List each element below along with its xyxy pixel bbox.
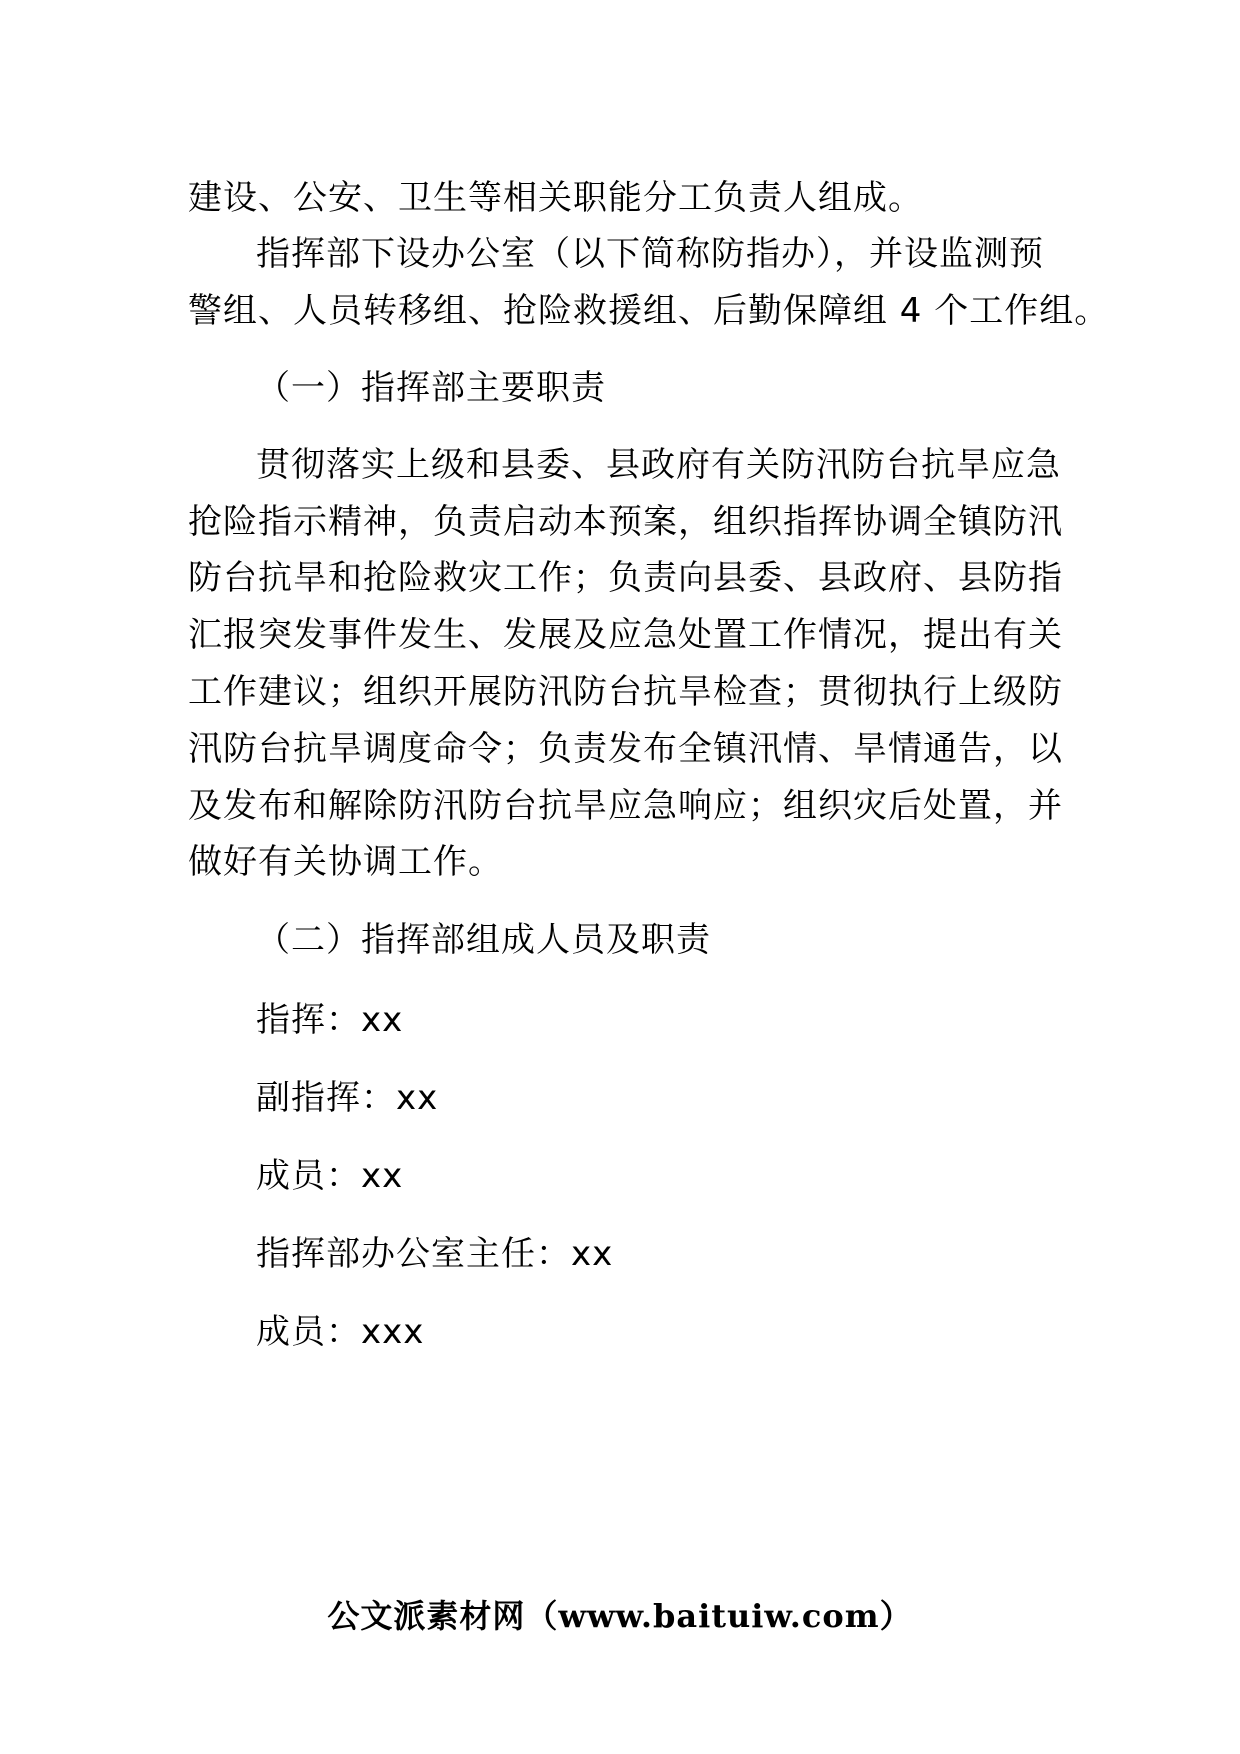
- office-director-line: 指挥部办公室主任：xx: [256, 1234, 614, 1274]
- paragraph-line: 工作建议；组织开展防汛防台抗旱检查；贯彻执行上级防: [188, 672, 1063, 712]
- paragraph-line: 防台抗旱和抢险救灾工作；负责向县委、县政府、县防指: [188, 558, 1063, 598]
- office-members-line: 成员：xxx: [256, 1312, 425, 1352]
- paragraph-line: 指挥部下设办公室（以下简称防指办），并设监测预: [256, 234, 1044, 274]
- paragraph-line: 抢险指示精神，负责启动本预案，组织指挥协调全镇防汛: [188, 502, 1063, 542]
- paragraph-line: 及发布和解除防汛防台抗旱应急响应；组织灾后处置，并: [188, 786, 1063, 826]
- paragraph-line: 汇报突发事件发生、发展及应急处置工作情况，提出有关: [188, 615, 1063, 655]
- paragraph-line: 做好有关协调工作。: [188, 842, 503, 882]
- paragraph-line: 贯彻落实上级和县委、县政府有关防汛防台抗旱应急: [256, 445, 1061, 485]
- paragraph-line: 建设、公安、卫生等相关职能分工负责人组成。: [188, 178, 923, 218]
- section-heading: （二）指挥部组成人员及职责: [256, 920, 711, 960]
- deputy-commander-line: 副指挥：xx: [256, 1078, 439, 1118]
- section-heading: （一）指挥部主要职责: [256, 368, 606, 408]
- paragraph-line: 警组、人员转移组、抢险救援组、后勤保障组 4 个工作组。: [188, 291, 1110, 331]
- members-line: 成员：xx: [256, 1156, 404, 1196]
- footer-watermark: 公文派素材网（www.baituiw.com）: [327, 1597, 913, 1635]
- commander-line: 指挥：xx: [256, 1000, 404, 1040]
- paragraph-line: 汛防台抗旱调度命令；负责发布全镇汛情、旱情通告，以: [188, 729, 1063, 769]
